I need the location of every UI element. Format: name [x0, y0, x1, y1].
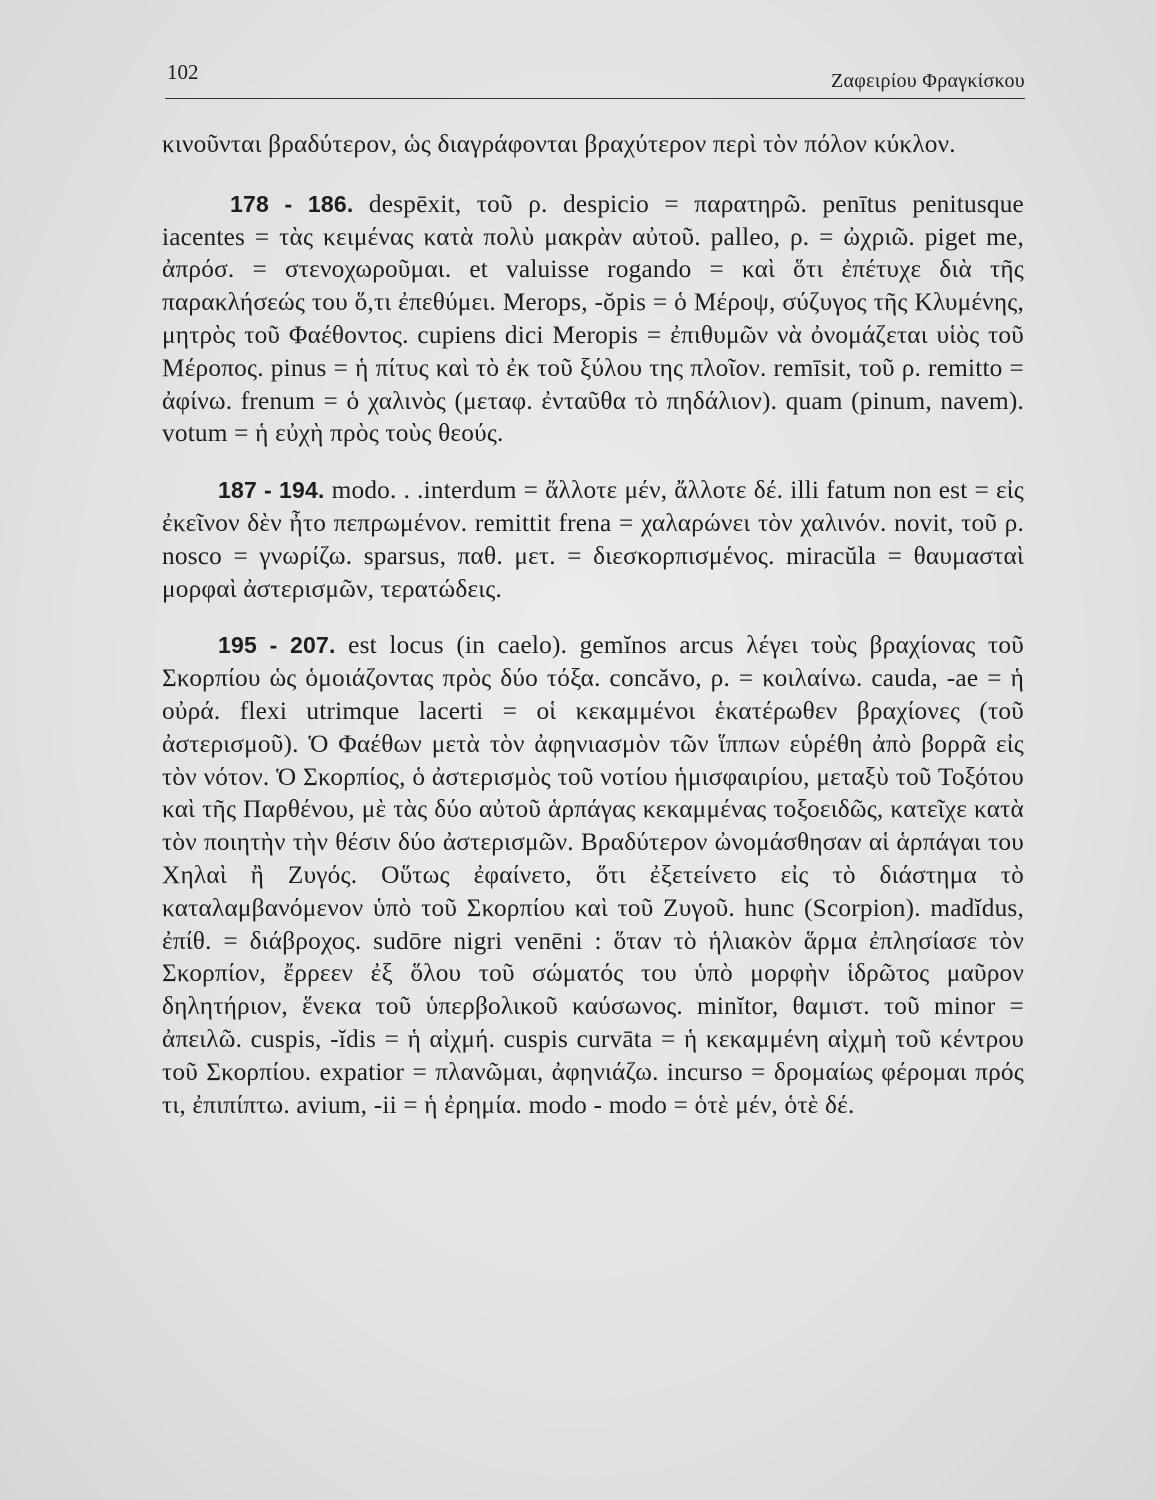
page-header	[165, 58, 1025, 99]
page-number: 102	[167, 60, 199, 84]
verse-range: 178 - 186.	[230, 190, 354, 217]
verse-range: 195 - 207.	[218, 632, 336, 659]
paragraph-continuation	[162, 128, 1024, 161]
paragraph-verses-187-194	[162, 474, 1024, 605]
page-body	[162, 128, 1024, 1121]
paragraph-text: est locus (in caelo). gemĭnos arcus λέγει τοὺς βραχίονας τοῦ Σκορπίου ὡς ὁμοιάζοντας πρὸς δύο τόξα. concăvo, ρ. = κοιλαίνω. cauda, -ae = ἡ οὐρά. flexi utrimque lacerti = οἱ κεκαμμένοι ἑκατέρωθεν βραχίονες (τοῦ ἀστερισμοῦ). Ὁ Φαέθων μετὰ τὸν ἀφηνιασμὸν τῶν ἵππων εὑρέθη ἀπὸ βορρᾶ εἰς τὸν νότον. Ὁ Σκορπίος, ὁ ἀστερισμὸς τοῦ νοτίου ἡμισφαιρίου, μεταξὺ τοῦ Τοξότου καὶ τῆς Παρθένου, μὲ τὰς δύο αὐτοῦ ἁρπάγας κεκαμμένας τοξοειδῶς, κατεῖχε κατὰ τὸν ποιητὴν τὴν θέσιν δύο ἀστερισμῶν. Βραδύτερον ὠνομάσθησαν αἱ ἁρπάγαι του Χηλαὶ ἢ Ζυγός. Οὕτως ἐφαίνετο, ὅτι ἐξετείνετο εἰς τὸ διάστημα τὸ καταλαμβανόμενον ὑπὸ τοῦ Σκορπίου καὶ τοῦ Ζυγοῦ. hunc (Scorpion). madĭdus, ἐπίθ. = διάβροχος. sudōre nigri venēni : ὅταν τὸ ἡλιακὸν ἅρμα ἐπλησίασε τὸν Σκορπίον, ἔρρεεν ἐξ ὅλου τοῦ σώματός του ὑπὸ μορφὴν ἱδρῶτος μαῦρον δηλητήριον, ἕνεκα τοῦ ὑπερβολικοῦ καύσωνος. minĭtor, θαμιστ. τοῦ minor = ἀπειλῶ. cuspis, -ĭdis = ἡ αἰχμή. cuspis curvāta = ἡ κεκαμμένη αἰχμὴ τοῦ κέντρου τοῦ Σκορπίου. expatior = πλανῶμαι, ἀφηνιάζω. incurso = δρομαίως φέρομαι πρός τι, ἐπιπίπτω. avium, -ii = ἡ ἐρημία. modo - modo = ὁτὲ μέν, ὁτὲ δέ.	[162, 631, 1024, 1119]
paragraph-text: modo. . .interdum = ἄλλοτε μέν, ἄλλοτε δέ. illi fatum non est = εἰς ἐκεῖνον δὲν ἦτο πεπρωμένον. remittit frena = χαλαρώνει τὸν χαλινόν. novit, τοῦ ρ. nosco = γνωρίζω. sparsus, παθ. μετ. = διεσκορπισμένος. miracŭla = θαυμασταὶ μορφαὶ ἀστερισμῶν, τερατώδεις.	[162, 476, 1024, 603]
paragraph-verses-195-207	[162, 629, 1024, 1121]
running-title: Ζαφειρίου Φραγκίσκου	[831, 70, 1025, 92]
paragraph-text: despēxit, τοῦ ρ. despicio = παρατηρῶ. penītus penitusque iacentes = τὰς κειμένας κατὰ πολὺ μακρὰν αὐτοῦ. palleo, ρ. = ὠχριῶ. piget me, ἀπρόσ. = στενοχωροῦμαι. et valuisse rogando = καὶ ὅτι ἐπέτυχε διὰ τῆς παρακλήσεώς του ὅ,τι ἐπεθύμει. Merops, -ŏpis = ὁ Μέροψ, σύζυγος τῆς Κλυμένης, μητρὸς τοῦ Φαέθοντος. cupiens dici Meropis = ἐπιθυμῶν νὰ ὀνομάζεται υἱὸς τοῦ Μέροπος. pinus = ἡ πίτυς καὶ τὸ ἐκ τοῦ ξύλου της πλοῖον. remīsit, τοῦ ρ. remitto = ἀφίνω. frenum = ὁ χαλινὸς (μεταφ. ἐνταῦθα τὸ πηδάλιον). quam (pinum, navem). votum = ἡ εὐχὴ πρὸς τοὺς θεούς.	[162, 189, 1024, 448]
paragraph-text: κινοῦνται βραδύτερον, ὡς διαγράφονται βραχύτερον περὶ τὸν πόλον κύκλον.	[162, 130, 956, 158]
verse-range: 187 - 194.	[218, 477, 325, 504]
paragraph-verses-178-186	[162, 188, 1024, 450]
